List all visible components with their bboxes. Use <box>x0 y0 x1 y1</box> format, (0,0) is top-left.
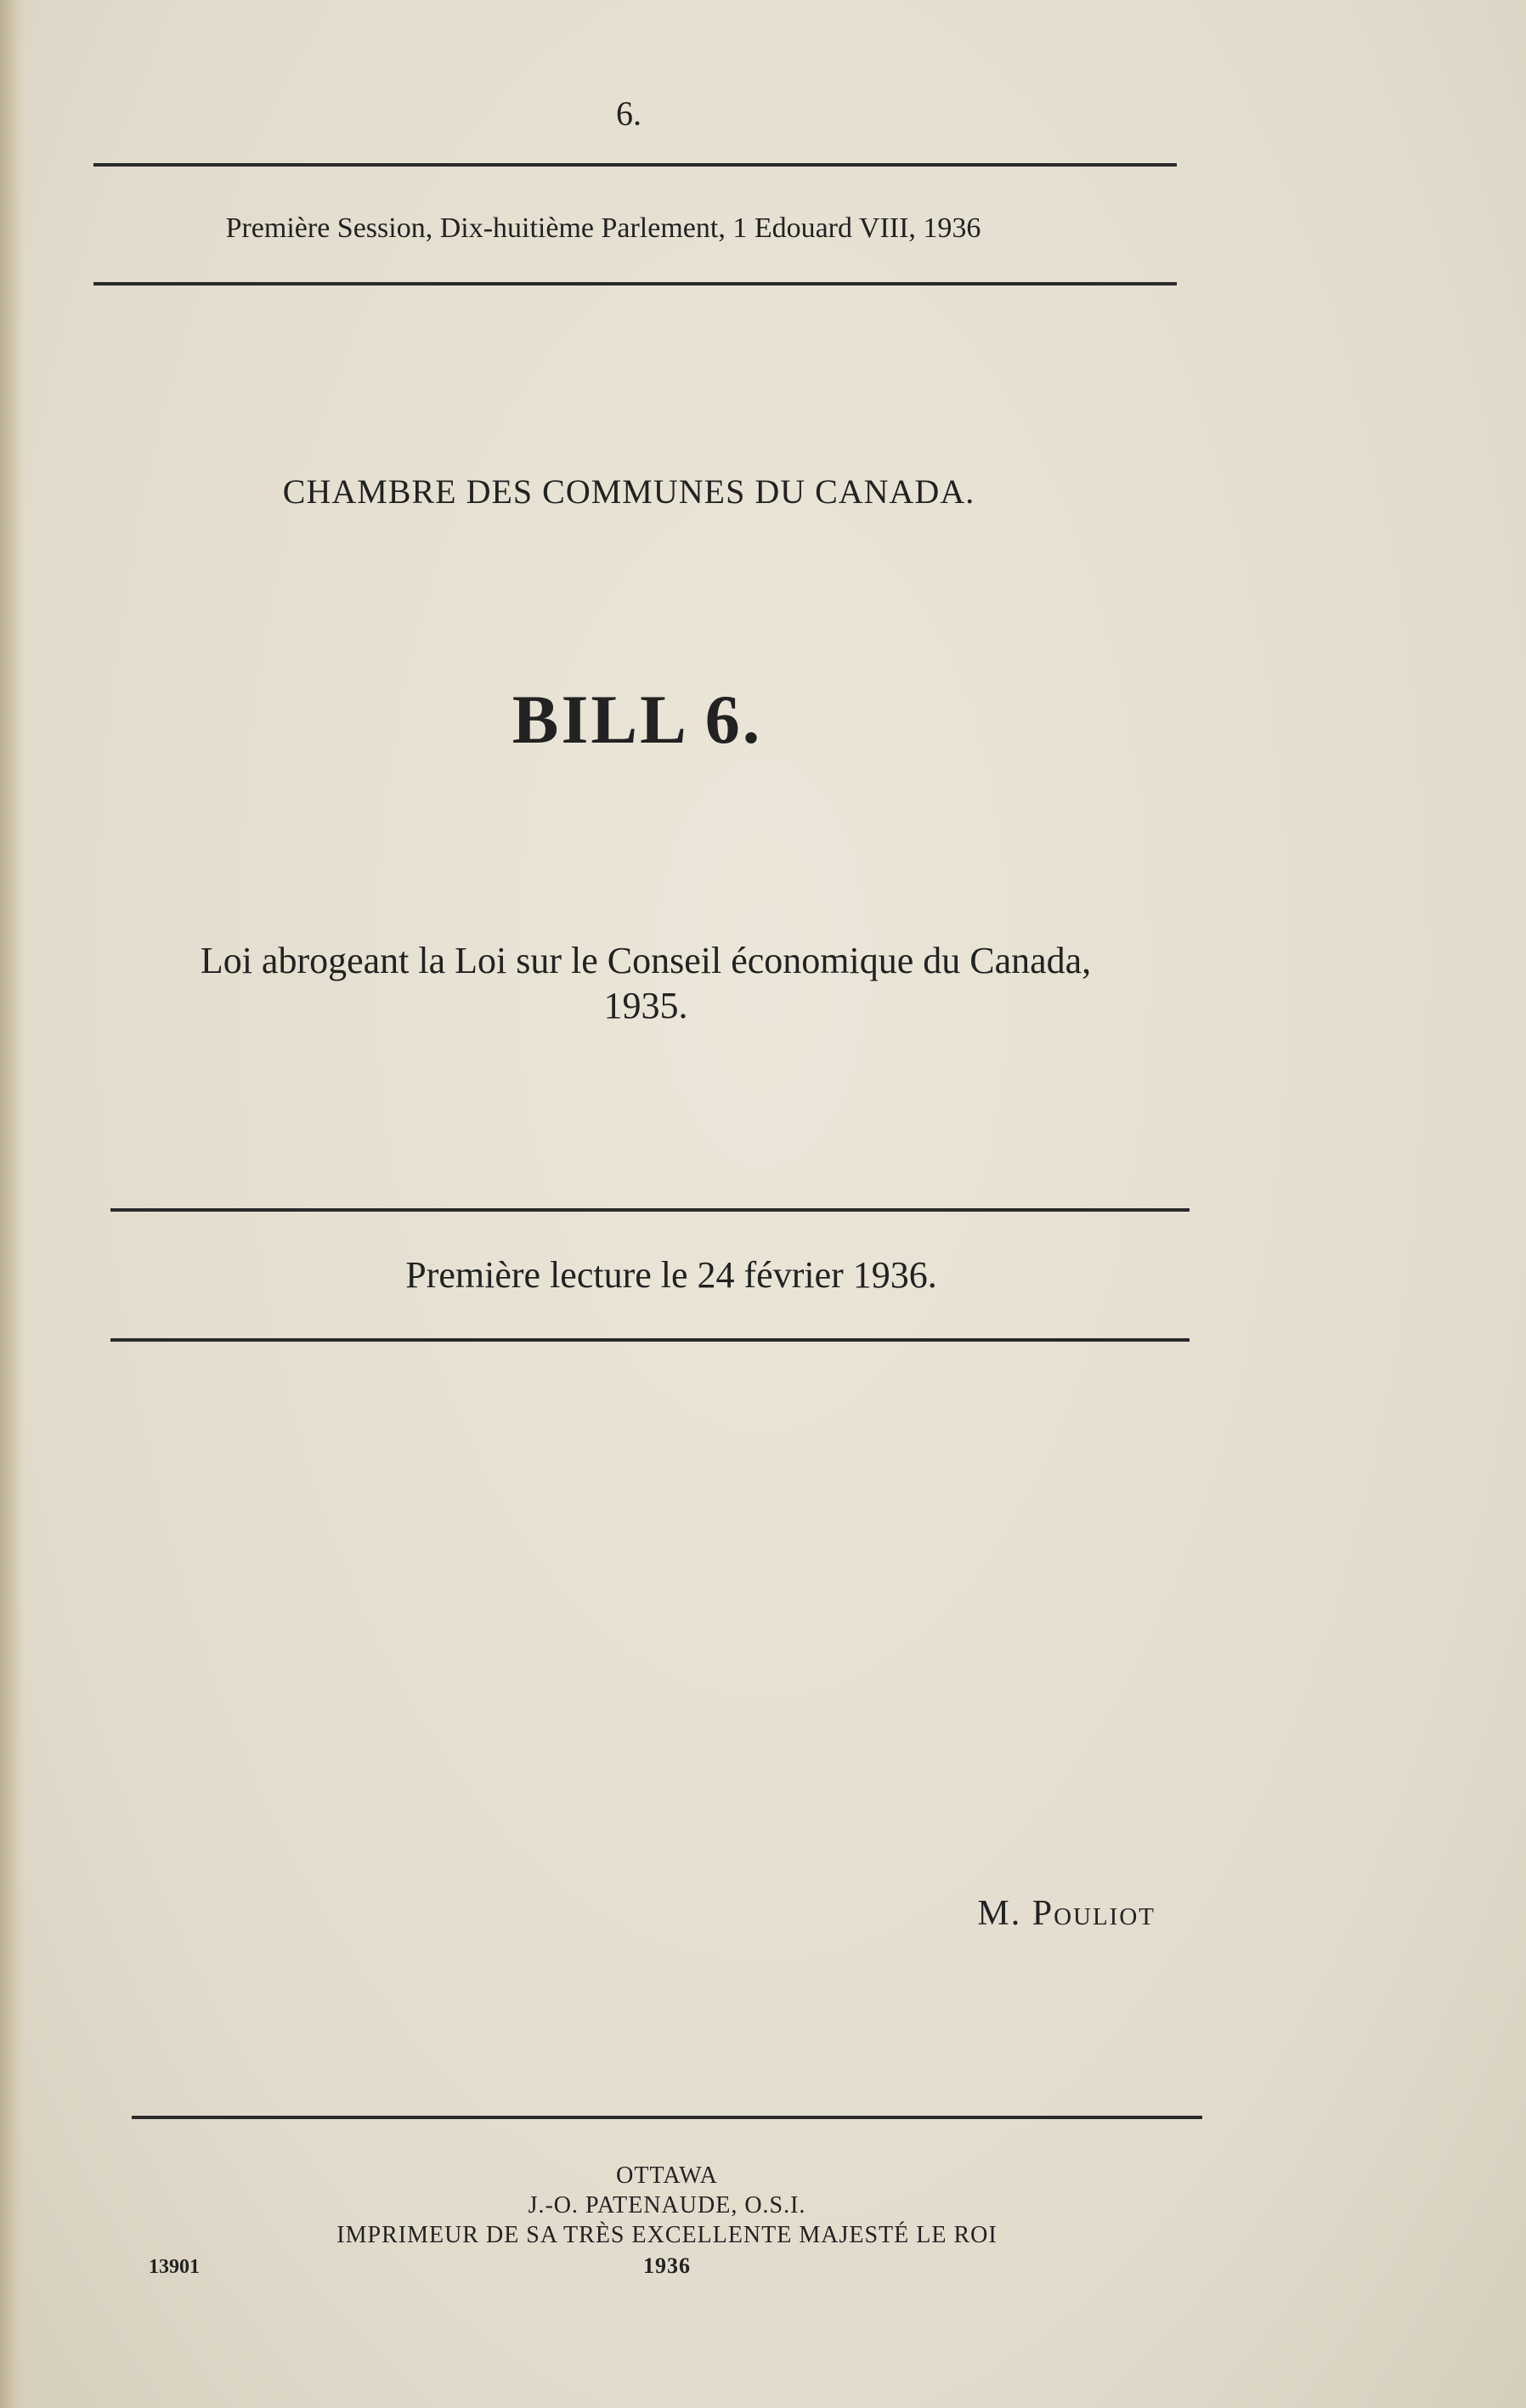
job-number: 13901 <box>149 2256 200 2278</box>
imprint-printer: J.-O. PATENAUDE, O.S.I. <box>528 2192 806 2219</box>
act-title-line-2: 1935. <box>603 985 688 1026</box>
imprint-city: OTTAWA <box>616 2162 718 2189</box>
imprint-rule <box>132 2116 1202 2119</box>
session-line: Première Session, Dix-huitième Parlement, 1 Edouard VIII, 1936 <box>225 212 981 244</box>
chamber-title: CHAMBRE DES COMMUNES DU CANADA. <box>282 472 975 511</box>
act-title-line-1: Loi abrogeant la Loi sur le Conseil économique du Canada, <box>200 940 1092 981</box>
reading-rule-top <box>110 1208 1190 1212</box>
bill-title: BILL 6. <box>511 681 763 758</box>
top-rule-2 <box>93 282 1177 285</box>
reading-rule-bottom <box>110 1338 1190 1342</box>
member-prefix: M. <box>977 1894 1022 1933</box>
top-rule-1 <box>93 163 1177 167</box>
page-edge-shadow <box>0 0 24 2408</box>
page-number: 6. <box>616 94 641 133</box>
first-reading-line: Première lecture le 24 février 1936. <box>405 1254 937 1296</box>
imprint-title: IMPRIMEUR DE SA TRÈS EXCELLENTE MAJESTÉ LE ROI <box>336 2222 998 2248</box>
imprint-year: 1936 <box>643 2253 691 2278</box>
member-surname: Pouliot <box>1031 1894 1156 1933</box>
member-name <box>850 1893 1156 1934</box>
